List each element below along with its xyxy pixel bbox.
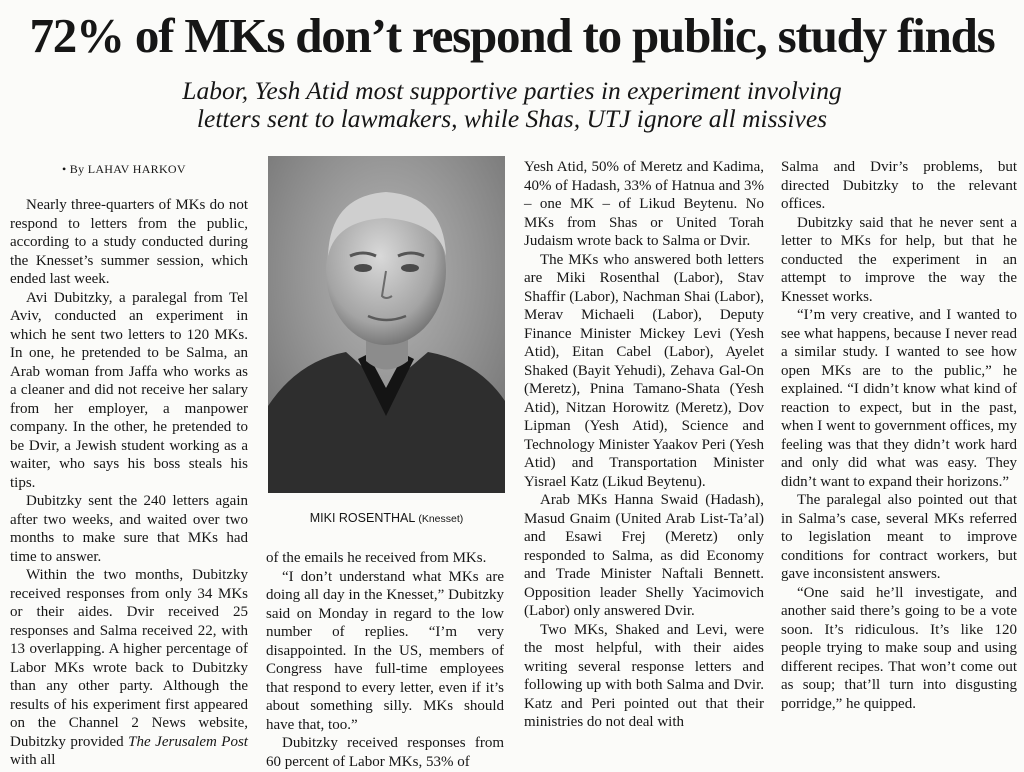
column-4 xyxy=(781,158,1017,713)
subheadline xyxy=(0,77,1024,133)
portrait-illustration xyxy=(268,156,505,493)
paragraph: The MKs who answered both letters are Miki Rosenthal (Labor), Stav Shaffir (Labor), Nachman Shai (Labor), Merav Michaeli (Labor), Deputy Finance Minister Mickey Levi (Yesh Atid), Eitan Cabel (Labor), Ayelet Shaked (Bayit Yehudi), Zehava Gal-On (Meretz), Pnina Tamano-Shata (Yesh Atid), Nitzan Horowitz (Meretz), Dov Lipman (Yesh Atid), Science and Technology Minister Yaakov Peri (Yesh Atid) and Transportation Minister Yisrael Katz (Likud Beytenu). xyxy=(524,251,764,490)
column-2 xyxy=(266,549,504,771)
photo-caption xyxy=(268,510,505,527)
subheadline-line-1: Labor, Yesh Atid most supportive parties in experiment involving xyxy=(182,76,842,105)
paragraph: Nearly three-quarters of MKs do not respond to letters from the public, according to a study conducted during the Knesset’s summer session, which ended last week. xyxy=(10,197,248,287)
paragraph: The paralegal also pointed out that in Salma’s case, several MKs referred to legislation meant to improve conditions for contract workers, but gave inconsistent answers. xyxy=(781,492,1017,582)
publication-name: The Jerusalem Post xyxy=(128,733,248,750)
subheadline-line-2: letters sent to lawmakers, while Shas, UTJ ignore all missives xyxy=(196,104,828,133)
paragraph: “I’m very creative, and I wanted to see what happens, because I never read a similar study. I wanted to see how open MKs are to the public,” he explained. “I didn’t know what kind of reaction to expect, but in the past, when I went to government offices, my feeling was that they didn’t work hard and only did what was easy. They didn’t want to expand their horizons.” xyxy=(781,307,1017,490)
paragraph: Salma and Dvir’s problems, but directed Dubitzky to the relevant offices. xyxy=(781,159,1017,212)
paragraph: Within the two months, Dubitzky received responses from only 34 MKs or their aides. Dvir received 25 responses and Salma received 22, with 13 overlapping. A higher percentage of Labor MKs wrote back to Dubitzky than any other party. Although the results of his experiment first appeared on the Channel 2 News website, Dubitzky provided The Jerusalem Post with all xyxy=(10,567,248,768)
paragraph: Two MKs, Shaked and Levi, were the most helpful, with their aides writing several response letters and following up with both Salma and Dvir. Katz and Peri pointed out that their ministries do not deal with xyxy=(524,621,764,730)
portrait-photo xyxy=(268,156,505,493)
paragraph: of the emails he received from MKs. xyxy=(266,550,487,566)
byline: • By LAHAV HARKOV xyxy=(62,162,186,176)
paragraph: Dubitzky sent the 240 letters again after two weeks, and waited over two months to make sure that MKs had time to answer. xyxy=(10,493,248,565)
paragraph: “One said he’ll investigate, and another said there’s going to be a vote soon. It’s ridiculous. It’s like 120 people trying to make soup and using different recipes. That won’t come out as soup; that’ll turn into disgusting porridge,” he quipped. xyxy=(781,584,1017,712)
paragraph: Dubitzky received responses from 60 percent of Labor MKs, 53% of xyxy=(266,735,504,770)
photo-credit: (Knesset) xyxy=(418,513,464,525)
column-1 xyxy=(10,196,248,770)
paragraph: Arab MKs Hanna Swaid (Hadash), Masud Gnaim (United Arab List-Ta’al) and Esawi Frej (Meretz) only responded to Salma, as did Economy and Trade Minister Naftali Bennett. Opposition leader Shelly Yacimovich (Labor) only answered Dvir. xyxy=(524,492,764,619)
column-3 xyxy=(524,158,764,732)
paragraph: Yesh Atid, 50% of Meretz and Kadima, 40% of Hadash, 33% of Hatnua and 3% – one MK – of Likud Beytenu. No MKs from Shas or United Torah Judaism wrote back to Salma or Dvir. xyxy=(524,159,764,249)
paragraph: Avi Dubitzky, a paralegal from Tel Aviv, conducted an experiment in which he sent two letters to 120 MKs. In one, he pretended to be Salma, an Arab woman from Jaffa who works as a cleaner and did not receive her salary from her employer, a manpower company. In the other, he pretended to be Dvir, a Jewish student working as a waiter, who says his boss steals his tips. xyxy=(10,289,248,491)
headline: 72% of MKs don’t respond to public, study finds xyxy=(29,8,995,63)
paragraph: Dubitzky said that he never sent a letter to MKs for help, but that he conducted the experiment in an attempt to improve the way the Knesset works. xyxy=(781,214,1017,305)
paragraph: “I don’t understand what MKs are doing all day in the Knesset,” Dubitzky said on Monday in regard to the low number of replies. “I’m very disappointed. In the US, members of Congress have full-time employees that respond to every letter, even if it’s about something silly. MKs should have that, too.” xyxy=(266,568,504,733)
caption-name: MIKI ROSENTHAL xyxy=(309,511,415,525)
